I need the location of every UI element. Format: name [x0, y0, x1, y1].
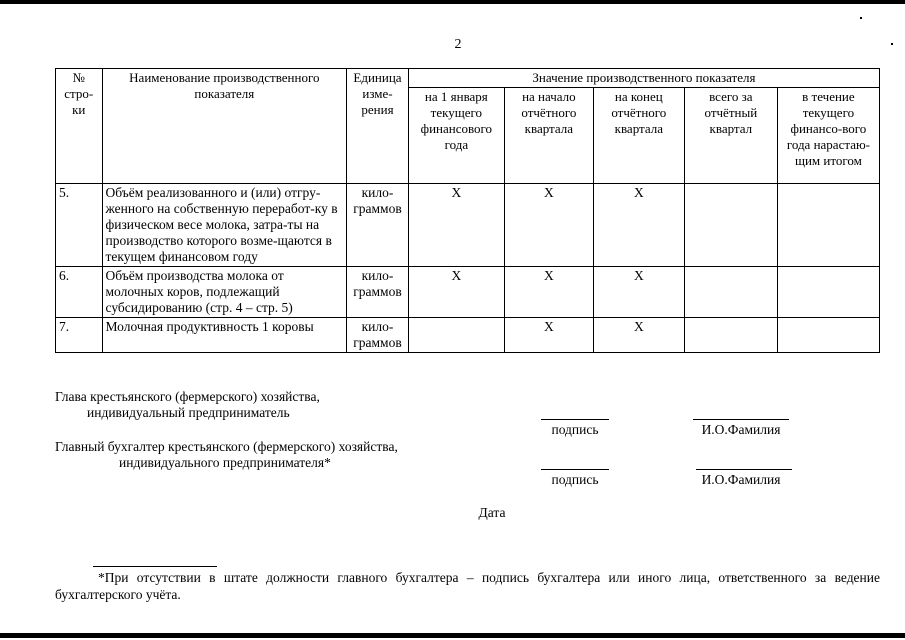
row-value-year-cumulative[interactable] — [777, 267, 879, 318]
row-value-quarter-end[interactable]: Х — [593, 184, 684, 267]
head-title-line2: индивидуальный предприниматель — [87, 405, 290, 420]
header-quarter-end: на конец отчётного квартала — [593, 88, 684, 184]
row-value-quarter-total[interactable] — [684, 318, 777, 353]
row-value-year-cumulative[interactable] — [777, 318, 879, 353]
row-unit: кило-граммов — [347, 267, 409, 318]
accountant-title-line2: индивидуального предпринимателя* — [119, 455, 331, 470]
scan-edge-top — [0, 0, 905, 4]
header-quarter-total: всего за отчётный квартал — [684, 88, 777, 184]
accountant-name-caption: И.О.Фамилия — [701, 472, 781, 487]
row-indicator-name: Объём производства молока от молочных коров, подлежащий субсидированию (стр. 4 – стр. 5) — [102, 267, 347, 318]
row-value-quarter-start[interactable]: Х — [504, 318, 593, 353]
head-name-line[interactable] — [693, 419, 789, 420]
footnote-separator — [93, 566, 217, 567]
row-value-quarter-total[interactable] — [684, 184, 777, 267]
table-header-row — [56, 69, 880, 88]
accountant-title-line1: Главный бухгалтер крестьянского (фермерского) хозяйства, — [55, 439, 398, 454]
scan-edge-bottom — [0, 633, 905, 638]
head-name-caption: И.О.Фамилия — [701, 422, 781, 437]
row-value-year-cumulative[interactable] — [777, 184, 879, 267]
header-values-group: Значение производственного показателя — [408, 69, 879, 88]
table-row — [56, 267, 880, 318]
indicators-table — [55, 68, 880, 353]
row-indicator-name: Молочная продуктивность 1 коровы — [102, 318, 347, 353]
row-value-quarter-start[interactable]: Х — [504, 184, 593, 267]
header-unit: Единица изме-рения — [347, 69, 409, 184]
row-value-jan-1[interactable]: Х — [408, 184, 504, 267]
scan-speck — [860, 17, 862, 19]
header-year-cumulative: в течение текущего финансо-вого года нарастаю-щим итогом — [777, 88, 879, 184]
row-unit: кило-граммов — [347, 184, 409, 267]
head-signature-line[interactable] — [541, 419, 609, 420]
row-indicator-name: Объём реализованного и (или) отгру-женного на собственную переработ-ку в физическом весе молока, затра-ты на производство которого возме-щаются в текущем финансовом году — [102, 184, 347, 267]
row-unit: кило-граммов — [347, 318, 409, 353]
accountant-signature-caption: подпись — [551, 472, 599, 487]
row-value-quarter-total[interactable] — [684, 267, 777, 318]
footnote: *При отсутствии в штате должности главного бухгалтера – подпись бухгалтера или иного лица, ответственного за ведение бухгалтерского учёта. — [55, 570, 880, 602]
header-quarter-start: на начало отчётного квартала — [504, 88, 593, 184]
header-indicator-name: Наименование производственного показателя — [102, 69, 347, 184]
date-label: Дата — [478, 505, 506, 520]
head-signature-caption: подпись — [551, 422, 599, 437]
head-title-line1: Глава крестьянского (фермерского) хозяйства, — [55, 389, 320, 404]
row-value-quarter-end[interactable]: Х — [593, 318, 684, 353]
page-number: 2 — [454, 37, 462, 52]
table-row — [56, 184, 880, 267]
row-number: 6. — [56, 267, 103, 318]
accountant-name-line[interactable] — [696, 469, 792, 470]
row-value-quarter-end[interactable]: Х — [593, 267, 684, 318]
row-value-jan-1[interactable] — [408, 318, 504, 353]
scan-speck — [891, 43, 893, 45]
header-row-number: № стро-ки — [56, 69, 103, 184]
row-number: 5. — [56, 184, 103, 267]
row-number: 7. — [56, 318, 103, 353]
row-value-quarter-start[interactable]: Х — [504, 267, 593, 318]
accountant-signature-line[interactable] — [541, 469, 609, 470]
table-row — [56, 318, 880, 353]
row-value-jan-1[interactable]: Х — [408, 267, 504, 318]
header-jan-1: на 1 января текущего финансового года — [408, 88, 504, 184]
